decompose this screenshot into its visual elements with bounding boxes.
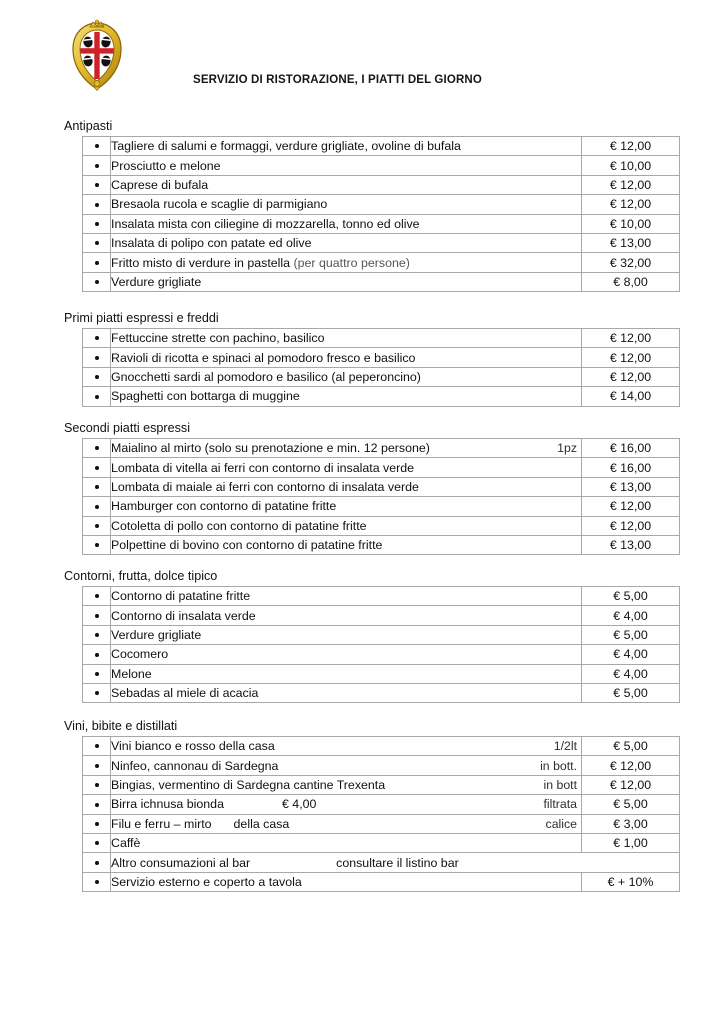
item-label: Cotoletta di pollo con contorno di patatine fritte <box>111 518 367 533</box>
table-row <box>83 387 680 406</box>
menu-item-price: € + 10% <box>582 872 680 891</box>
table-row <box>83 775 680 794</box>
menu-item-price: € 16,00 <box>582 439 680 458</box>
table-row <box>83 535 680 554</box>
table-row <box>83 516 680 535</box>
menu-item-name <box>111 348 582 367</box>
item-note-muted: (per quattro persone) <box>293 255 410 270</box>
item-label: Servizio esterno e coperto a tavola <box>111 874 302 889</box>
bullet-icon <box>83 853 111 872</box>
menu-item-name <box>111 477 582 496</box>
menu-item-price: € 12,00 <box>582 195 680 214</box>
menu-item-name <box>111 587 582 606</box>
menu-item-name <box>111 872 582 891</box>
menu-item-name <box>111 156 582 175</box>
bullet-icon <box>83 348 111 367</box>
menu-item-name <box>111 535 582 554</box>
menu-item-price: € 13,00 <box>582 477 680 496</box>
menu-item-name <box>111 795 582 814</box>
menu-item-name <box>111 775 582 794</box>
menu-item-name <box>111 606 582 625</box>
menu-item-price: € 5,00 <box>582 683 680 702</box>
item-label: Insalata mista con ciliegine di mozzarella, tonno ed olive <box>111 216 420 231</box>
item-label: Filu e ferru – mirto <box>111 816 212 831</box>
bullet-icon <box>83 233 111 252</box>
menu-section <box>64 310 664 407</box>
menu-table <box>82 328 680 407</box>
menu-item-name <box>111 833 582 852</box>
menu-item-name <box>111 387 582 406</box>
item-label: Fettuccine strette con pachino, basilico <box>111 331 325 346</box>
item-label: Lombata di maiale ai ferri con contorno di insalata verde <box>111 479 419 494</box>
menu-section <box>64 718 664 892</box>
section-title: Primi piatti espressi e freddi <box>64 311 219 325</box>
menu-item-price: € 5,00 <box>582 587 680 606</box>
menu-item-price: € 13,00 <box>582 535 680 554</box>
item-label: Fritto misto di verdure in pastella <box>111 255 291 270</box>
bullet-icon <box>83 516 111 535</box>
bullet-icon <box>83 814 111 833</box>
menu-item-price: € 10,00 <box>582 214 680 233</box>
menu-item-name <box>111 737 582 756</box>
menu-item-name <box>111 814 582 833</box>
table-row <box>83 214 680 233</box>
item-label: Cocomero <box>111 647 169 662</box>
table-row <box>83 272 680 291</box>
menu-item-price <box>582 853 680 872</box>
table-row <box>83 853 680 872</box>
table-row <box>83 587 680 606</box>
table-row <box>83 683 680 702</box>
bullet-icon <box>83 775 111 794</box>
table-row <box>83 175 680 194</box>
bullet-icon <box>83 535 111 554</box>
menu-item-price: € 4,00 <box>582 606 680 625</box>
menu-item-price: € 12,00 <box>582 516 680 535</box>
item-label: Melone <box>111 666 152 681</box>
item-label: Birra ichnusa bionda <box>111 797 224 812</box>
menu-item-price: € 12,00 <box>582 175 680 194</box>
bullet-icon <box>83 645 111 664</box>
section-title: Secondi piatti espressi <box>64 421 191 435</box>
item-label: Tagliere di salumi e formaggi, verdure grigliate, ovoline di bufala <box>111 139 461 154</box>
menu-item-name <box>111 458 582 477</box>
item-label: Verdure grigliate <box>111 627 202 642</box>
bullet-icon <box>83 606 111 625</box>
menu-table <box>82 136 680 292</box>
menu-item-price: € 12,00 <box>582 756 680 775</box>
bullet-icon <box>83 625 111 644</box>
menu-item-name <box>111 853 582 872</box>
menu-section <box>64 118 664 292</box>
menu-item-price: € 5,00 <box>582 625 680 644</box>
menu-table <box>82 736 680 892</box>
bullet-icon <box>83 872 111 891</box>
menu-item-price: € 12,00 <box>582 367 680 386</box>
bullet-icon <box>83 387 111 406</box>
menu-item-name <box>111 272 582 291</box>
menu-item-price: € 3,00 <box>582 814 680 833</box>
bullet-icon <box>83 439 111 458</box>
table-row <box>83 329 680 348</box>
table-row <box>83 606 680 625</box>
bullet-icon <box>83 737 111 756</box>
item-label: Contorno di insalata verde <box>111 608 256 623</box>
item-label: Verdure grigliate <box>111 274 202 289</box>
menu-item-price: € 4,00 <box>582 664 680 683</box>
item-label: Prosciutto e melone <box>111 158 221 173</box>
table-row <box>83 458 680 477</box>
item-qty-note: 1pz <box>557 441 577 456</box>
menu-item-name <box>111 233 582 252</box>
menu-item-name <box>111 253 582 272</box>
bullet-icon <box>83 833 111 852</box>
item-qty-note: in bott <box>543 777 577 792</box>
table-row <box>83 625 680 644</box>
menu-item-price: € 12,00 <box>582 775 680 794</box>
item-label: Caffè <box>111 836 141 851</box>
menu-item-name <box>111 329 582 348</box>
item-qty-note: calice <box>545 816 577 831</box>
item-label: Hamburger con contorno di patatine fritte <box>111 499 337 514</box>
menu-item-name <box>111 516 582 535</box>
menu-item-name <box>111 497 582 516</box>
menu-item-name <box>111 645 582 664</box>
bullet-icon <box>83 175 111 194</box>
item-label: Maialino al mirto (solo su prenotazione e min. 12 persone) <box>111 441 430 456</box>
menu-item-price: € 1,00 <box>582 833 680 852</box>
menu-item-price: € 8,00 <box>582 272 680 291</box>
menu-section <box>64 568 664 703</box>
item-inline-info: consultare il listino bar <box>336 855 459 870</box>
item-label: Spaghetti con bottarga di muggine <box>111 389 300 404</box>
menu-item-name <box>111 137 582 156</box>
table-row <box>83 814 680 833</box>
table-row <box>83 497 680 516</box>
table-row <box>83 833 680 852</box>
item-label: Sebadas al miele di acacia <box>111 686 259 701</box>
menu-item-price: € 32,00 <box>582 253 680 272</box>
document-header <box>0 0 724 112</box>
table-row <box>83 137 680 156</box>
item-inline-note: della casa <box>233 816 290 831</box>
menu-item-price: € 14,00 <box>582 387 680 406</box>
page-title: SERVIZIO DI RISTORAZIONE, I PIATTI DEL GIORNO <box>193 74 482 86</box>
item-qty-note: 1/2lt <box>553 739 577 754</box>
table-row <box>83 439 680 458</box>
menu-item-name <box>111 664 582 683</box>
bullet-icon <box>83 477 111 496</box>
bullet-icon <box>83 683 111 702</box>
item-label: Insalata di polipo con patate ed olive <box>111 236 312 251</box>
menu-item-name <box>111 195 582 214</box>
menu-item-price: € 12,00 <box>582 497 680 516</box>
table-row <box>83 756 680 775</box>
table-row <box>83 795 680 814</box>
table-row <box>83 348 680 367</box>
menu-item-price: € 16,00 <box>582 458 680 477</box>
table-row <box>83 253 680 272</box>
bullet-icon <box>83 329 111 348</box>
bullet-icon <box>83 367 111 386</box>
item-qty-note: in bott. <box>540 758 577 773</box>
bullet-icon <box>83 756 111 775</box>
menu-item-name <box>111 214 582 233</box>
item-label: Polpettine di bovino con contorno di patatine fritte <box>111 538 383 553</box>
item-label: Ravioli di ricotta e spinaci al pomodoro fresco e basilico <box>111 350 416 365</box>
table-row <box>83 195 680 214</box>
table-row <box>83 645 680 664</box>
section-title: Contorni, frutta, dolce tipico <box>64 569 218 583</box>
bullet-icon <box>83 195 111 214</box>
menu-item-price: € 4,00 <box>582 645 680 664</box>
bullet-icon <box>83 664 111 683</box>
menu-item-name <box>111 625 582 644</box>
item-label: Vini bianco e rosso della casa <box>111 739 275 754</box>
table-row <box>83 233 680 252</box>
menu-item-name <box>111 683 582 702</box>
menu-item-name <box>111 367 582 386</box>
bullet-icon <box>83 214 111 233</box>
bullet-icon <box>83 156 111 175</box>
menu-item-price: € 13,00 <box>582 233 680 252</box>
section-title: Vini, bibite e distillati <box>64 719 178 733</box>
menu-item-name <box>111 175 582 194</box>
item-label: Bingias, vermentino di Sardegna cantine Trexenta <box>111 777 386 792</box>
menu-item-price: € 12,00 <box>582 137 680 156</box>
table-row <box>83 737 680 756</box>
item-label: Caprese di bufala <box>111 177 209 192</box>
menu-item-price: € 5,00 <box>582 795 680 814</box>
bullet-icon <box>83 458 111 477</box>
menu-item-name <box>111 756 582 775</box>
item-label: Bresaola rucola e scaglie di parmigiano <box>111 197 328 212</box>
bullet-icon <box>83 587 111 606</box>
item-label: Ninfeo, cannonau di Sardegna <box>111 758 279 773</box>
bullet-icon <box>83 253 111 272</box>
table-row <box>83 664 680 683</box>
item-label: Gnocchetti sardi al pomodoro e basilico (al peperoncino) <box>111 369 421 384</box>
menu-item-price: € 10,00 <box>582 156 680 175</box>
section-title: Antipasti <box>64 119 113 133</box>
item-label: Contorno di patatine fritte <box>111 589 251 604</box>
menu-item-price: € 12,00 <box>582 348 680 367</box>
menu-item-price: € 12,00 <box>582 329 680 348</box>
bullet-icon <box>83 497 111 516</box>
bullet-icon <box>83 795 111 814</box>
table-row <box>83 367 680 386</box>
menu-table <box>82 586 680 703</box>
menu-table <box>82 438 680 555</box>
bullet-icon <box>83 272 111 291</box>
item-label: Lombata di vitella ai ferri con contorno di insalata verde <box>111 460 415 475</box>
bullet-icon <box>83 137 111 156</box>
menu-item-name <box>111 439 582 458</box>
table-row <box>83 872 680 891</box>
table-row <box>83 477 680 496</box>
menu-section <box>64 420 664 555</box>
item-inline-price: € 4,00 <box>281 797 317 812</box>
item-qty-note: filtrata <box>543 797 577 812</box>
item-label: Altro consumazioni al bar <box>111 855 251 870</box>
menu-item-price: € 5,00 <box>582 737 680 756</box>
table-row <box>83 156 680 175</box>
sardinia-coat-of-arms-logo <box>66 19 128 91</box>
